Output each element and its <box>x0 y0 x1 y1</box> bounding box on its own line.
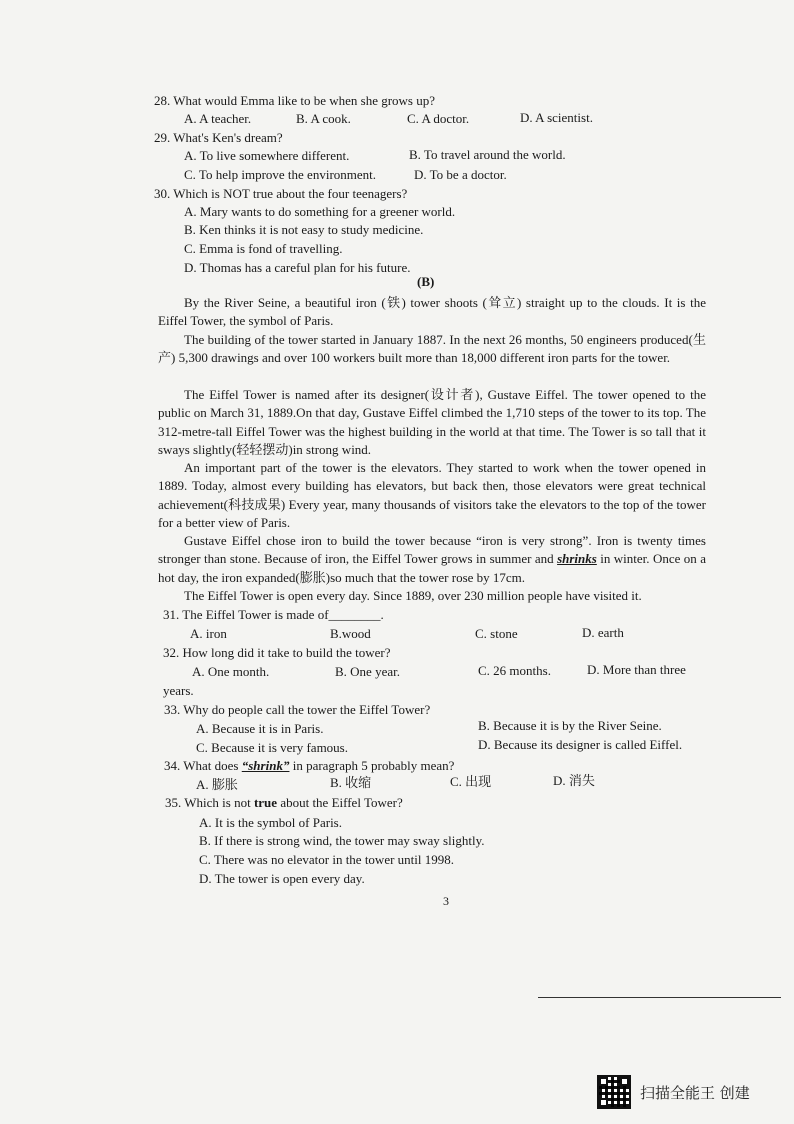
q28-option-c: C. A doctor. <box>407 111 470 126</box>
q35-stem-a: 35. Which is not <box>165 795 254 810</box>
q35-stem-b: about the Eiffel Tower? <box>277 795 403 810</box>
q31-option-b: B.wood <box>330 626 371 641</box>
q33-option-d: D. Because its designer is called Eiffel. <box>478 737 683 752</box>
q30-option-b: B. Ken thinks it is not easy to study medicine. <box>184 222 424 237</box>
passage-paragraph-3 <box>158 386 706 460</box>
q32-option-b: B. One year. <box>335 664 400 679</box>
q30-option-c: C. Emma is fond of travelling. <box>184 241 343 256</box>
question-32-stem: 32. How long did it take to build the tower? <box>163 645 391 660</box>
q31-option-c: C. stone <box>475 626 518 641</box>
q35-option-d: D. The tower is open every day. <box>199 871 365 886</box>
passage-paragraph-1 <box>158 294 706 331</box>
question-28-stem: 28. What would Emma like to be when she grows up? <box>154 93 436 108</box>
paragraph-3-text: The Eiffel Tower is named after its designer(设计者), Gustave Eiffel. The tower opened to the public on March 31, 1889.On that day, Gustave Eiffel climbed the 1,710 steps of the tower to its top. The 312-metre-tall Eiffel Tower was the highest building in the world at that time. The Tower is so tall that it sways slightly(轻轻摆动)in strong wind. <box>158 387 706 458</box>
q33-option-a: A. Because it is in Paris. <box>196 721 324 736</box>
paragraph-5-text-a: Gustave Eiffel chose iron to build the tower because “iron is very strong”. Iron is twenty times stronger than stone. Because of iron, the Eiffel Tower grows in summer and <box>158 533 706 567</box>
q35-option-b: B. If there is strong wind, the tower may sway slightly. <box>199 833 485 848</box>
q33-option-c: C. Because it is very famous. <box>196 740 348 755</box>
q32-option-d-continued: years. <box>163 683 194 698</box>
q34-option-a: A. 膨胀 <box>196 777 238 792</box>
q33-option-b: B. Because it is by the River Seine. <box>478 718 662 733</box>
paragraph-4-text: An important part of the tower is the elevators. They started to work when the tower opened in 1889. Today, almost every building has elevators, but back then, those elevators were great technical achievement(科技成果) Every year, many thousands of visitors take the elevators to the top of the tower for a better view of Paris. <box>158 460 706 531</box>
q35-option-a: A. It is the symbol of Paris. <box>199 815 342 830</box>
paragraph-5-text-b: in winter. Once on a hot day, the iron expanded(膨胀)so much that the tower rose by 17cm. <box>158 551 706 585</box>
shrinks-word: shrinks <box>557 551 597 567</box>
q30-option-d: D. Thomas has a careful plan for his future. <box>184 260 411 275</box>
q31-option-d: D. earth <box>582 625 624 640</box>
q29-option-a: A. To live somewhere different. <box>184 148 350 163</box>
q32-option-c: C. 26 months. <box>478 663 551 678</box>
q28-option-b: B. A cook. <box>296 111 351 126</box>
paragraph-1-text: By the River Seine, a beautiful iron (铁) tower shoots (耸立) straight up to the clouds. It is the Eiffel Tower, the symbol of Paris. <box>158 295 706 329</box>
question-35-stem <box>165 794 403 812</box>
section-label: (B) <box>417 274 435 289</box>
q29-option-d: D. To be a doctor. <box>414 167 507 182</box>
q35-option-c: C. There was no elevator in the tower until 1998. <box>199 852 455 867</box>
paragraph-6-text: The Eiffel Tower is open every day. Since 1889, over 230 million people have visited it. <box>184 588 642 603</box>
q29-option-c: C. To help improve the environment. <box>184 167 377 182</box>
q34-option-c: C. 出现 <box>450 774 492 789</box>
question-33-stem: 33. Why do people call the tower the Eiffel Tower? <box>164 702 431 717</box>
question-31-stem: 31. The Eiffel Tower is made of________. <box>163 607 384 622</box>
q34-option-b: B. 收缩 <box>330 775 372 790</box>
q28-option-a: A. A teacher. <box>184 111 252 126</box>
q30-option-a: A. Mary wants to do something for a greener world. <box>184 204 456 219</box>
q28-option-d: D. A scientist. <box>520 110 593 125</box>
q31-option-a: A. iron <box>190 626 227 641</box>
q35-true-word: true <box>253 795 278 810</box>
qr-code-icon <box>597 1075 631 1109</box>
passage-paragraph-4 <box>158 459 706 533</box>
question-30-stem: 30. Which is NOT true about the four teenagers? <box>154 186 408 201</box>
passage-paragraph-5 <box>158 532 706 587</box>
footer-rule <box>538 997 781 998</box>
page-number: 3 <box>443 894 449 908</box>
scanner-watermark: 扫描全能王 创建 <box>640 1084 750 1102</box>
shrink-quoted-word: “shrink” <box>241 758 290 773</box>
question-29-stem: 29. What's Ken's dream? <box>154 130 283 145</box>
passage-paragraph-2 <box>158 331 706 368</box>
q32-option-d: D. More than three <box>587 662 686 677</box>
paragraph-2-text: The building of the tower started in January 1887. In the next 26 months, 50 engineers produced(生产) 5,300 drawings and over 100 workers built more than 18,000 different iron parts for the tower. <box>158 332 706 366</box>
q34-stem-a: 34. What does <box>164 758 242 773</box>
q34-option-d: D. 消失 <box>553 773 595 788</box>
question-34-stem <box>164 757 454 775</box>
q32-option-a: A. One month. <box>192 664 270 679</box>
passage-paragraph-6 <box>158 587 706 605</box>
q34-stem-b: in paragraph 5 probably mean? <box>289 758 455 773</box>
q29-option-b: B. To travel around the world. <box>409 147 566 162</box>
